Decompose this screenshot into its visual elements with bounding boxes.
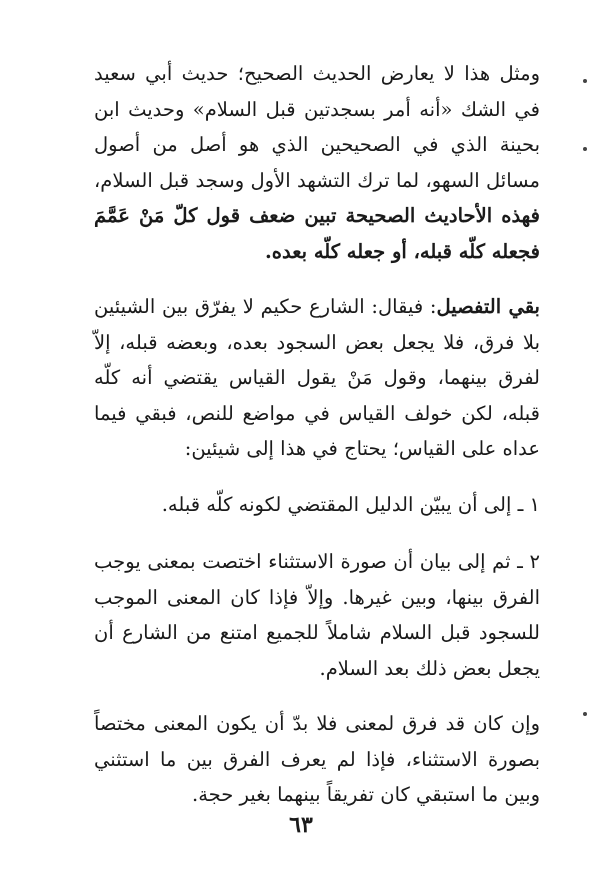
- paragraph-1-text: ومثل هذا لا يعارض الحديث الصحيح؛ حديث أبي سعيد في الشك «أنه أمر بسجدتين قبل السلام» وحديث ابن بحينة الذي في الصحيحين الذي هو أصل من أصول مسائل السهو، لما ترك التشهد الأول وسجد قبل السلام،: [94, 62, 540, 192]
- margin-mark: [583, 712, 587, 716]
- paragraph-1-bold: فهذه الأحاديث الصحيحة تبين ضعف قول كلّ مَنْ عَمَّمَ فجعله كلّه قبله، أو جعله كلّه بعده.: [94, 204, 540, 263]
- paragraph-4: ٢ ـ ثم إلى بيان أن صورة الاستثناء اختصت بمعنى يوجب الفرق بينها، وبين غيرها. وإلاّ فإذا كان المعنى الموجب للسجود قبل السلام شاملاً للجميع امتنع من الشارع أن يجعل بعض ذلك بعد السلام.: [94, 550, 540, 680]
- paragraph-2: [94, 289, 540, 467]
- paragraph-2-heading: بقي التفصيل: [436, 295, 540, 318]
- page-body: [94, 56, 540, 833]
- margin-mark: [583, 147, 587, 151]
- margin-mark: [583, 79, 587, 83]
- paragraph-2-text: : فيقال: الشارع حكيم لا يفرّق بين الشيئين بلا فرق، فلا يجعل بعض السجود بعده، وبعضه قبله، إلاّ لفرق بينهما، وقول مَنْ يقول القياس يقتضي أنه كلّه قبله، لكن خولف القياس في مواضع للنص، فبقي فيما عداه على القياس؛ يحتاج في هذا إلى شيئين:: [94, 295, 540, 460]
- paragraph-5: وإن كان قد فرق لمعنى فلا بدّ أن يكون المعنى مختصاً بصورة الاستثناء، فإذا لم يعرف الفرق بين ما استثني وبين ما استبقي كان تفريقاً بينهما بغير حجة.: [94, 712, 540, 806]
- paragraph-3: ١ ـ إلى أن يبيّن الدليل المقتضي لكونه كلّه قبله.: [161, 492, 540, 516]
- page-number: ٦٣: [289, 812, 313, 838]
- paragraph-1: [94, 56, 540, 269]
